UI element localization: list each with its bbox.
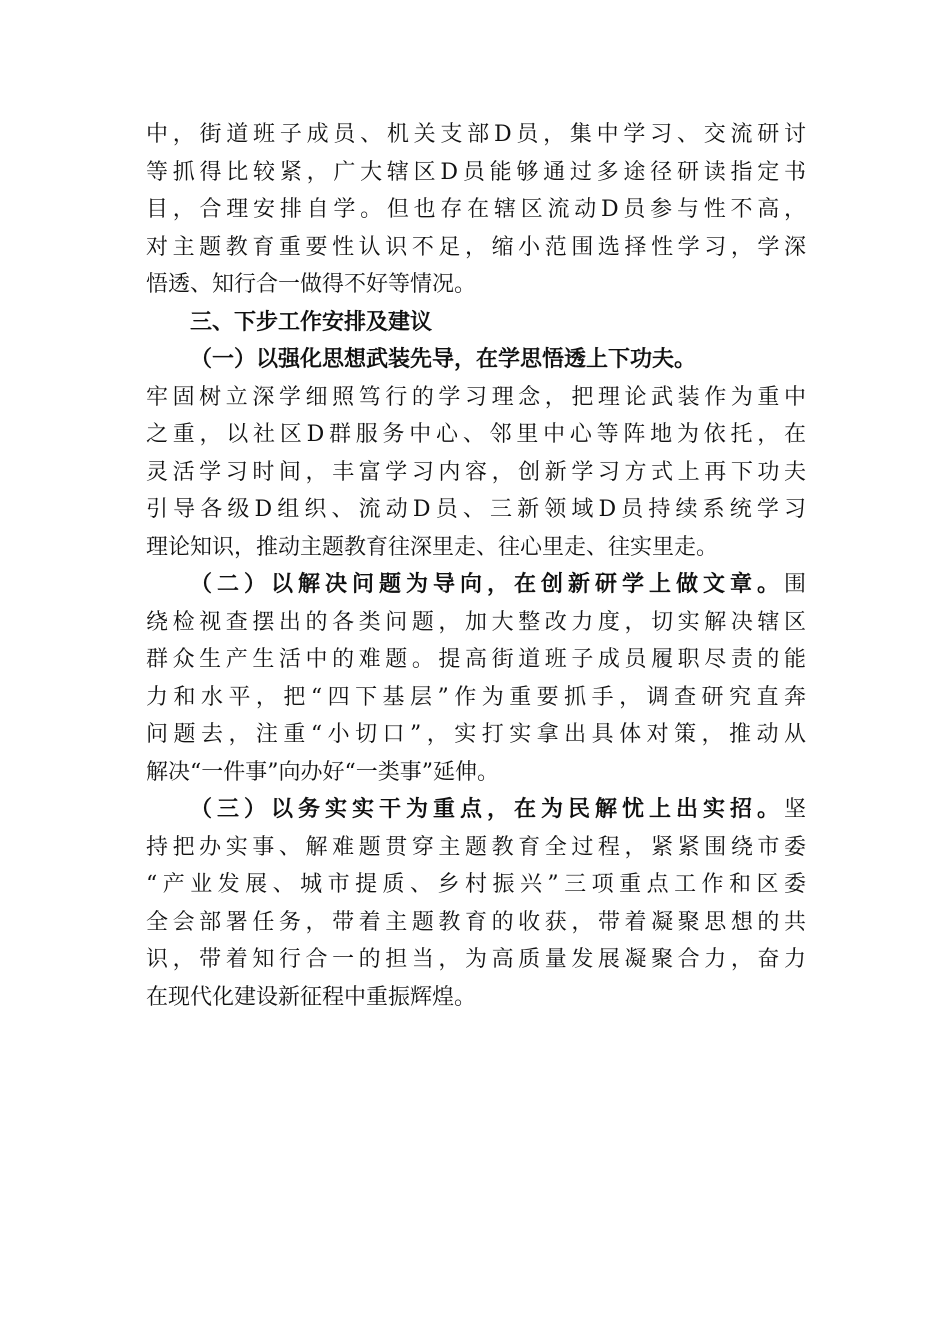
section-heading: 三、下步工作安排及建议 — [190, 309, 433, 335]
text-line: 对主题教育重要性认识不足，缩小范围选择性学习，学深 — [146, 234, 806, 260]
text-line: 全会部署任务，带着主题教育的收获，带着凝聚思想的共 — [146, 909, 806, 935]
text-fragment: 坚 — [783, 797, 806, 822]
text-line: 群众生产生活中的难题。提高街道班子成员履职尽责的能 — [146, 647, 806, 672]
text-line: 识，带着知行合一的担当，为高质量发展凝聚合力，奋力 — [146, 947, 806, 972]
sub-heading: （一）以强化思想武装先导，在学思悟透上下功夫。 — [190, 346, 697, 372]
text-line: 解决“一件事”向办好“一类事”延伸。 — [146, 759, 499, 785]
text-line: 引导各级D组织、流动D员、三新领域D员持续系统学习 — [146, 497, 806, 522]
sub-heading-line — [146, 566, 806, 604]
text-fragment: 围 — [783, 572, 806, 597]
text-line: 在现代化建设新征程中重振辉煌。 — [146, 984, 477, 1010]
document-body — [146, 116, 806, 1016]
text-line: 问题去，注重“小切口”，实打实拿出具体对策，推动从 — [146, 722, 806, 747]
paragraph-sub1 — [146, 341, 806, 566]
paragraph-sub3 — [146, 791, 806, 1016]
sub-heading: （二）以解决问题为导向，在创新研学上做文章。 — [190, 571, 784, 597]
sub-heading-line — [146, 791, 806, 829]
text-line: 等抓得比较紧，广大辖区D员能够通过多途径研读指定书 — [146, 159, 806, 185]
text-line: 之重，以社区D群服务中心、邻里中心等阵地为依托，在 — [146, 422, 806, 447]
text-line: 目，合理安排自学。但也存在辖区流动D员参与性不高， — [146, 197, 806, 222]
text-line: 灵活学习时间，丰富学习内容，创新学习方式上再下功夫 — [146, 459, 806, 485]
text-line: 牢固树立深学细照笃行的学习理念，把理论武装作为重中 — [146, 384, 806, 410]
paragraph-sub2 — [146, 566, 806, 791]
text-line: 理论知识，推动主题教育往深里走、往心里走、往实里走。 — [146, 534, 719, 560]
text-line: 中，街道班子成员、机关支部D员，集中学习、交流研讨 — [146, 122, 806, 147]
paragraph-study-status — [146, 116, 806, 304]
text-line: 力和水平，把“四下基层”作为重要抓手，调查研究直奔 — [146, 684, 806, 710]
text-line: 持把办实事、解难题贯穿主题教育全过程，紧紧围绕市委 — [146, 834, 806, 860]
text-line: “产业发展、城市提质、乡村振兴”三项重点工作和区委 — [146, 872, 806, 897]
text-line: 悟透、知行合一做得不好等情况。 — [146, 272, 477, 297]
sub-heading: （三）以务实实干为重点，在为民解忧上出实招。 — [190, 796, 784, 822]
text-line: 绕检视查摆出的各类问题，加大整改力度，切实解决辖区 — [146, 609, 806, 635]
